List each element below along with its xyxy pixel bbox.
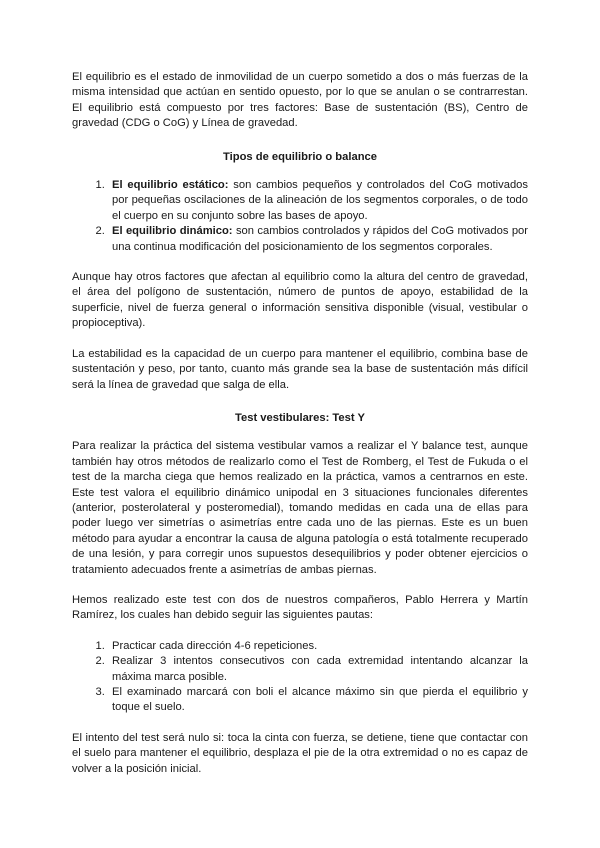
equilibrium-types-list: [72, 178, 528, 255]
term-static: El equilibrio estático:: [112, 179, 229, 192]
section-heading-vestibular-test: Test vestibulares: Test Y: [235, 411, 365, 424]
section-heading-equilibrium-types: Tipos de equilibrio o balance: [223, 150, 377, 163]
factors-paragraph: Aunque hay otros factores que afectan al equilibrio como la altura del centro de gravedad, el área del polígono de sustentación, número de puntos de apoyo, estabilidad de la superficie, nivel de fuerza general o información sensitiva disponible (visual, vestibular o propioceptiva).: [72, 271, 528, 330]
stability-paragraph: La estabilidad es la capacidad de un cuerpo para mantener el equilibrio, combina base de sustentación y peso, por tanto, cuanto más grande sea la base de sustentación más difícil será la línea de gravedad que salga de ella.: [72, 347, 528, 391]
list-item-step: 2. Realizar 3 intentos consecutivos con cada extremidad intentando alcanzar la máxima marca posible.: [108, 654, 528, 685]
list-item-step: 1. Practicar cada dirección 4-6 repeticiones.: [108, 639, 528, 654]
null-attempt-paragraph: El intento del test será nulo si: toca la cinta con fuerza, se detiene, tiene que contactar con el suelo para mantener el equilibrio, desplaza el pie de la otra extremidad o no es capaz de volver a la posición inicial.: [72, 731, 528, 775]
list-item-step: 3. El examinado marcará con boli el alcance máximo sin que pierda el equilibrio y toque el suelo.: [108, 685, 528, 716]
test-steps-list: [72, 639, 528, 716]
intro-paragraph: El equilibrio es el estado de inmovilidad de un cuerpo sometido a dos o más fuerzas de la misma intensidad que actúan en sentido opuesto, por lo que se anulan o se contrarrestan. El equilibrio está compuesto por tres factores: Base de sustentación (BS), Centro de gravedad (CDG o CoG) y Línea de gravedad.: [72, 71, 528, 130]
term-dynamic: El equilibrio dinámico:: [112, 225, 233, 238]
description-static: son cambios pequeños y controlados del CoG motivados por pequeñas oscilaciones de la alineación de los segmentos corporales, o de todo el cuerpo en su conjunto sobre las bases de apoyo.: [112, 179, 528, 222]
list-item-dynamic: [108, 224, 528, 255]
list-item-static: [108, 178, 528, 224]
partners-paragraph: Hemos realizado este test con dos de nuestros compañeros, Pablo Herrera y Martín Ramírez, los cuales han debido seguir las siguientes pautas:: [72, 593, 528, 622]
description-dynamic: son cambios controlados y rápidos del CoG motivados por una continua modificación del posicionamiento de los segmentos corporales.: [112, 225, 529, 253]
method-paragraph: Para realizar la práctica del sistema vestibular vamos a realizar el Y balance test, aunque también hay otros métodos de realizarlo como el Test de Romberg, el Test de Fukuda o el test de la marcha ciega que hemos realizado en la práctica, vamos a centrarnos en este. Este test valora el equilibrio dinámico unipodal en 3 situaciones funcionales diferentes (anterior, posterolateral y posteromedial), tomando medidas en cada una de ellas para poder luego ver simetrías o asimetrías entre cada uno de las piernas. Este es un buen método para ayudar a encontrar la causa de alguna patología o está totalmente recuperado de una lesión, y para corregir unos supuestos desequilibrios y poder obtener ejercicios o tratamiento adecuados frente a asimetrías de ambas piernas.: [72, 440, 528, 576]
